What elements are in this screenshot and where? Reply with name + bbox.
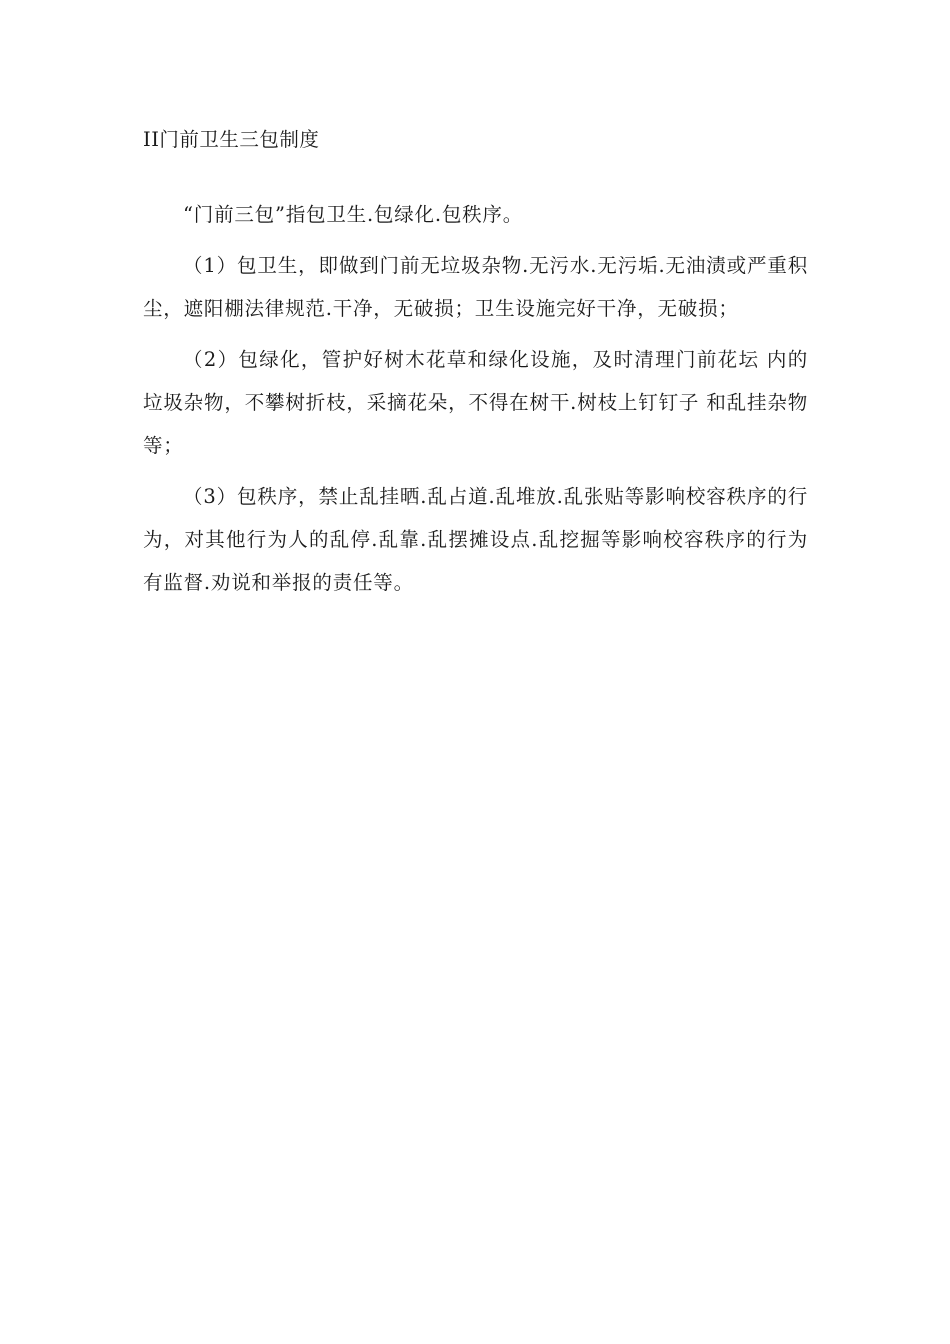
paragraph-hygiene: （1）包卫生，即做到门前无垃圾杂物.无污水.无污垢.无油渍或严重积尘，遮阳棚法律规范.干净，无破损；卫生设施完好干净，无破损；: [143, 254, 808, 320]
document-title: II门前卫生三包制度: [143, 128, 320, 151]
document-body: [143, 193, 808, 612]
paragraph-order: （3）包秩序，禁止乱挂晒.乱占道.乱堆放.乱张贴等影响校容秩序的行为，对其他行为人的乱停.乱靠.乱摆摊设点.乱挖掘等影响校容秩序的行为有监督.劝说和举报的责任等。: [143, 485, 808, 594]
paragraph-intro: “门前三包”指包卫生.包绿化.包秩序。: [183, 203, 524, 226]
paragraph-greening: （2）包绿化，管护好树木花草和绿化设施，及时清理门前花坛 内的垃圾杂物，不攀树折枝，采摘花朵，不得在树干.树枝上钉钉子 和乱挂杂物等；: [143, 348, 808, 457]
